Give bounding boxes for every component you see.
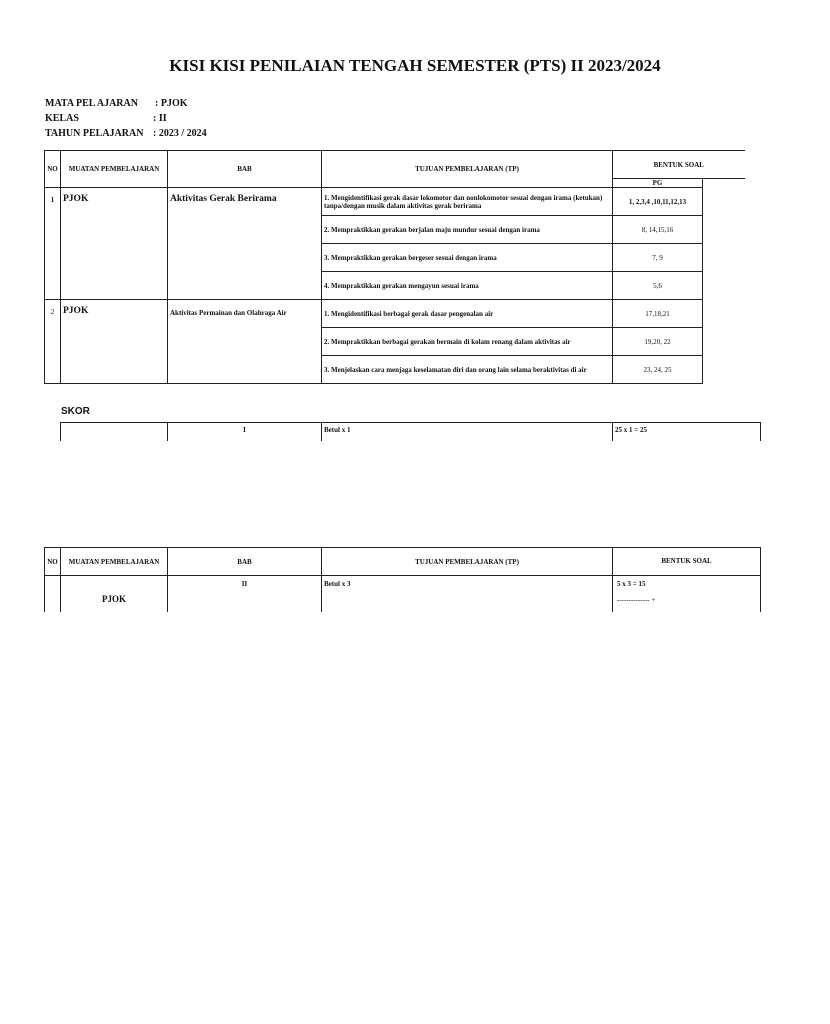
header-no: NO bbox=[45, 151, 61, 188]
table2-bab: II bbox=[168, 576, 322, 612]
kisi-kisi-table bbox=[44, 150, 745, 384]
meta-value-tahun: : 2023 / 2024 bbox=[153, 128, 207, 139]
header-bab: BAB bbox=[168, 151, 322, 188]
tp-cell: 2. Mempraktikkan berbagai gerakan bermain di kolam renang dalam aktivitas air bbox=[322, 328, 613, 356]
group-bab: Aktivitas Gerak Berirama bbox=[168, 188, 322, 300]
header-bentuk-soal: BENTUK SOAL bbox=[613, 548, 761, 576]
meta-label-tahun: TAHUN PELAJARAN bbox=[45, 128, 144, 139]
header-tujuan: TUJUAN PEMBELAJARAN (TP) bbox=[322, 548, 613, 576]
pg-cell: 5,6 bbox=[613, 272, 703, 300]
table2-muatan: PJOK bbox=[61, 576, 168, 612]
page-title: KISI KISI PENILAIAN TENGAH SEMESTER (PTS) II 2023/2024 bbox=[169, 56, 661, 75]
group-no: 2 bbox=[45, 300, 61, 384]
table2-tp: Betul x 3 bbox=[322, 576, 613, 612]
meta-label-mapel: MATA PEL AJARAN bbox=[45, 98, 138, 109]
skor-bab: I bbox=[168, 423, 322, 441]
table2-calc-cell bbox=[613, 576, 761, 612]
header-muatan: MUATAN PEMBELAJARAN bbox=[61, 151, 168, 188]
table2-calc: 5 x 3 = 15 bbox=[617, 580, 646, 588]
table2-sum-line: -------------- + bbox=[617, 596, 656, 604]
tp-cell: 2. Mempraktikkan gerakan berjalan maju mundur sesuai dengan irama bbox=[322, 216, 613, 244]
group-bab: Aktivitas Permainan dan Olahraga Air bbox=[168, 300, 322, 384]
header-pg: PG bbox=[613, 179, 703, 188]
header-bentuk-soal: BENTUK SOAL bbox=[613, 151, 745, 179]
pg-cell: 23, 24, 25 bbox=[613, 356, 703, 384]
header-bab: BAB bbox=[168, 548, 322, 576]
group-muatan: PJOK bbox=[61, 188, 168, 300]
header-muatan: MUATAN PEMBELAJARAN bbox=[61, 548, 168, 576]
header-tujuan: TUJUAN PEMBELAJARAN (TP) bbox=[322, 151, 613, 188]
tp-cell: 3. Mempraktikkan gerakan bergeser sesuai dengan irama bbox=[322, 244, 613, 272]
pg-cell: 1, 2,3,4 ,10,11,12,13 bbox=[613, 188, 703, 216]
skor-label: SKOR bbox=[61, 406, 90, 417]
pg-cell: 17,18,21 bbox=[613, 300, 703, 328]
group-muatan: PJOK bbox=[61, 300, 168, 384]
tp-cell: 4. Mempraktikkan gerakan mengayun sesuai irama bbox=[322, 272, 613, 300]
header-no: NO bbox=[45, 548, 61, 576]
meta-value-kelas: : II bbox=[153, 113, 167, 124]
pg-cell: 19,20, 22 bbox=[613, 328, 703, 356]
pg-cell: 8, 14,15,16 bbox=[613, 216, 703, 244]
meta-label-kelas: KELAS bbox=[45, 113, 79, 124]
pg-cell: 7, 9 bbox=[613, 244, 703, 272]
meta-value-mapel: : PJOK bbox=[155, 98, 188, 109]
skor-tp: Betul x 1 bbox=[322, 423, 613, 441]
group-no: 1 bbox=[45, 188, 61, 300]
tp-cell: 1. Mengidentifikasi gerak dasar lokomotor dan nonlokomotor sesuai dengan irama (ketukan) tanpa/dengan musik dalam aktivitas gerak berirama bbox=[322, 188, 613, 216]
tp-cell: 1. Mengidentifikasi berbagai gerak dasar pengenalan air bbox=[322, 300, 613, 328]
skor-calc: 25 x 1 = 25 bbox=[613, 423, 761, 441]
skor-table-2 bbox=[44, 547, 761, 612]
skor-table bbox=[60, 422, 761, 441]
tp-cell: 3. Menjelaskan cara menjaga keselamatan diri dan orang lain selama beraktivitas di air bbox=[322, 356, 613, 384]
